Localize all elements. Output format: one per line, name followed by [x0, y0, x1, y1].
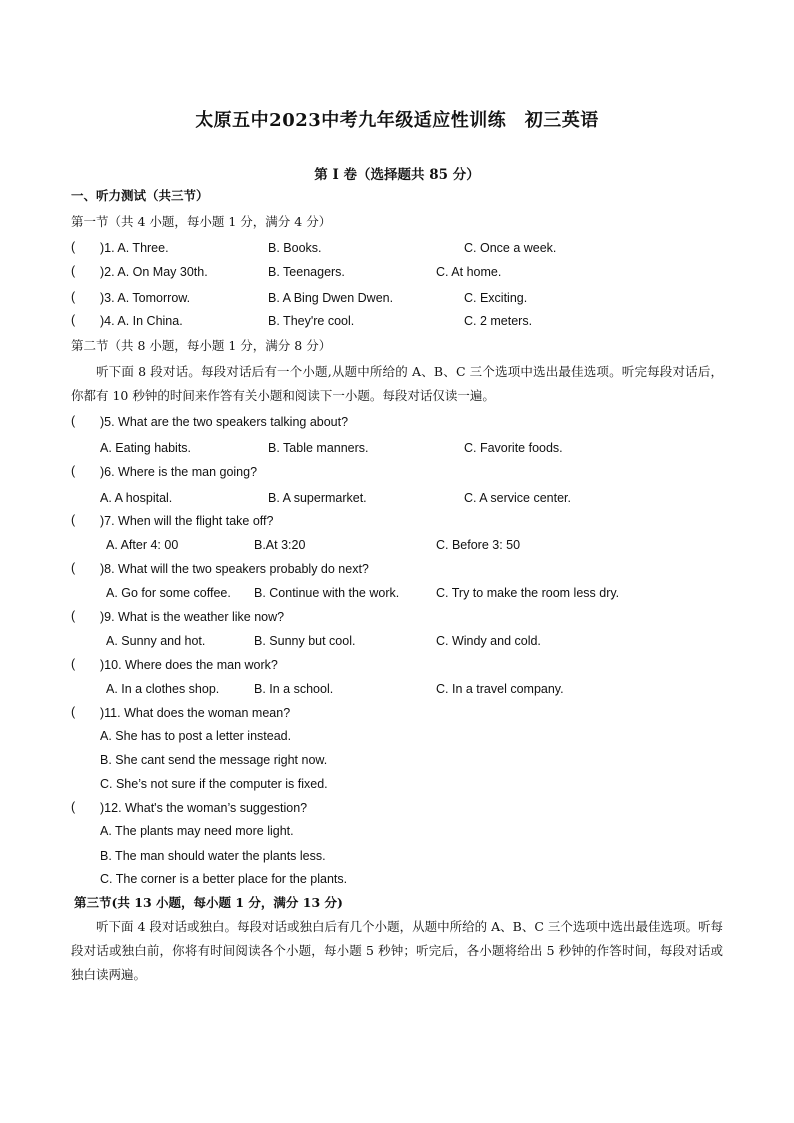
question-option-c: C. Before 3: 50	[436, 538, 521, 552]
answer-bracket[interactable]: (	[71, 513, 76, 527]
section-heading: 一、听力测试（共三节）	[71, 188, 209, 203]
question-option-c: C. The corner is a better place for the plants.	[100, 872, 348, 886]
question-option-a: )1. A. Three.	[100, 241, 169, 255]
question-stem: )5. What are the two speakers talking about?	[100, 415, 349, 429]
part3-instructions: 听下面 4 段对话或独白。每段对话或独白后有几个小题，从题中所给的 A、B、C 三个选项中选出最佳选项。听每段对话或独白前，你将有时间阅读各个小题，每小题 5 秒钟；听完后，各小题将给出 5 秒钟的作答时间，每段对话或独白读两遍。	[71, 919, 723, 982]
question-option-a: )4. A. In China.	[100, 314, 183, 328]
question-option-c: C. Favorite foods.	[464, 441, 563, 455]
question-option-a: A. The plants may need more light.	[100, 824, 294, 838]
question-option-b: B. They're cool.	[268, 314, 355, 328]
answer-bracket[interactable]: (	[71, 464, 76, 478]
question-option-a: A. Go for some coffee.	[106, 586, 231, 600]
question-option-c: C. She’s not sure if the computer is fixed.	[100, 777, 328, 791]
question-option-a: A. She has to post a letter instead.	[100, 729, 292, 743]
question-option-c: C. Windy and cold.	[436, 634, 541, 648]
question-option-c: C. In a travel company.	[436, 682, 564, 696]
question-stem: )9. What is the weather like now?	[100, 610, 285, 624]
question-option-a: A. Eating habits.	[100, 441, 192, 455]
question-stem: )6. Where is the man going?	[100, 465, 258, 479]
question-option-b: B. She cant send the message right now.	[100, 753, 328, 767]
question-option-b: B. Books.	[268, 241, 322, 255]
answer-bracket[interactable]: (	[71, 414, 76, 428]
exam-title: 太原五中2023中考九年级适应性训练 初三英语	[195, 110, 599, 131]
question-stem: )11. What does the woman mean?	[100, 706, 291, 720]
part2-instructions: 听下面 8 段对话。每段对话后有一个小题,从题中所给的 A、B、C 三个选项中选出最佳选项。听完每段对话后，你都有 10 秒钟的时间来作答有关小题和阅读下一小题。每段对话仅读一遍。	[71, 364, 723, 403]
paper-part-heading: 第 I 卷（选择题共 85 分）	[314, 167, 480, 183]
question-option-b: B. Teenagers.	[268, 265, 345, 279]
question-option-c: C. A service center.	[464, 491, 571, 505]
question-option-c: C. At home.	[436, 265, 502, 279]
question-option-b: B. A Bing Dwen Dwen.	[268, 291, 394, 305]
answer-bracket[interactable]: (	[71, 240, 76, 254]
question-option-a: A. Sunny and hot.	[106, 634, 206, 648]
question-stem: )8. What will the two speakers probably do next?	[100, 562, 369, 576]
question-option-a: )3. A. Tomorrow.	[100, 291, 191, 305]
part2-heading: 第二节（共 8 小题，每小题 1 分，满分 8 分）	[71, 338, 332, 353]
question-stem: )7. When will the flight take off?	[100, 514, 274, 528]
question-option-a: )2. A. On May 30th.	[100, 265, 208, 279]
answer-bracket[interactable]: (	[71, 561, 76, 575]
question-option-b: B. Sunny but cool.	[254, 634, 356, 648]
question-option-c: C. Try to make the room less dry.	[436, 586, 620, 600]
question-option-b: B. In a school.	[254, 682, 334, 696]
question-option-c: C. Exciting.	[464, 291, 528, 305]
answer-bracket[interactable]: (	[71, 657, 76, 671]
question-option-b: B. A supermarket.	[268, 491, 367, 505]
part3-heading: 第三节(共 13 小题，每小题 1 分，满分 13 分)	[74, 895, 343, 910]
answer-bracket[interactable]: (	[71, 609, 76, 623]
question-option-b: B. Table manners.	[268, 441, 369, 455]
question-option-b: B.At 3:20	[254, 538, 306, 552]
answer-bracket[interactable]: (	[71, 800, 76, 814]
question-stem: )10. Where does the man work?	[100, 658, 278, 672]
question-option-c: C. 2 meters.	[464, 314, 533, 328]
answer-bracket[interactable]: (	[71, 705, 76, 719]
question-option-b: B. The man should water the plants less.	[100, 849, 326, 863]
answer-bracket[interactable]: (	[71, 264, 76, 278]
part1-heading: 第一节（共 4 小题，每小题 1 分，满分 4 分）	[71, 214, 332, 229]
question-option-a: A. After 4: 00	[106, 538, 179, 552]
question-option-a: A. In a clothes shop.	[106, 682, 220, 696]
question-stem: )12. What's the woman’s suggestion?	[100, 801, 308, 815]
question-option-c: C. Once a week.	[464, 241, 557, 255]
question-option-b: B. Continue with the work.	[254, 586, 400, 600]
question-option-a: A. A hospital.	[100, 491, 173, 505]
answer-bracket[interactable]: (	[71, 290, 76, 304]
answer-bracket[interactable]: (	[71, 313, 76, 327]
